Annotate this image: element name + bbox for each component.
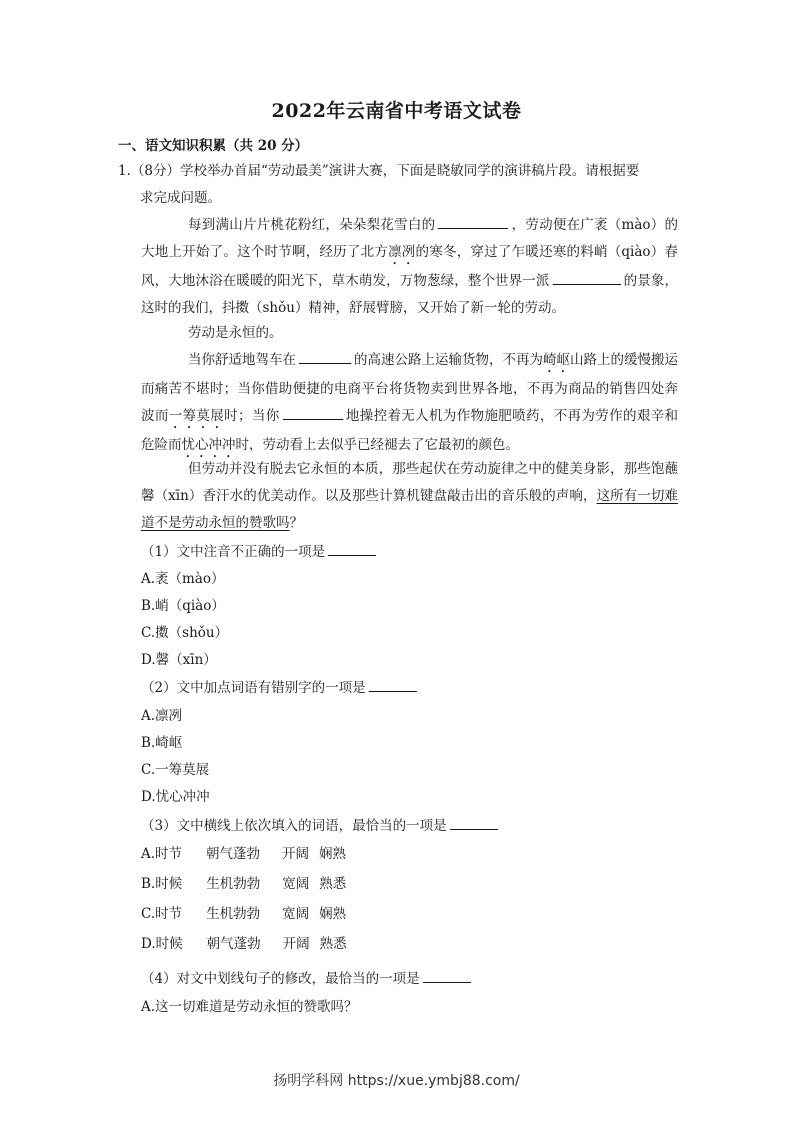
subquestion-3-option-c	[141, 901, 346, 928]
page-title: 2022年云南省中考语文试卷	[271, 100, 522, 122]
subquestion-1-option-a: A.袤（mào）	[141, 571, 225, 587]
fill-blank-3[interactable]	[299, 348, 351, 364]
fill-blank-2[interactable]	[553, 269, 621, 285]
text-span: 的寒冬，穿过了乍暖还寒的料峭（qiào）春风，大地沐浴在暖暖的阳光下，草木萌发，万物葱绿，整个世界一派	[141, 244, 679, 289]
option-word: 娴熟	[319, 846, 347, 862]
answer-blank-1[interactable]	[328, 540, 376, 556]
subquestion-2-option-b: B.崎岖	[141, 735, 183, 751]
subquestion-3-option-d	[141, 931, 347, 958]
option-word: 宽阔	[282, 876, 310, 892]
option-word: A.时节	[141, 846, 183, 862]
fill-blank-1[interactable]	[438, 213, 508, 229]
subquestion-2-option-d: D.忧心冲冲	[141, 789, 210, 805]
subquestion-2-text: （2）文中加点词语有错别字的一项是	[141, 680, 366, 696]
underlined-sentence: 这所有一切难道不是劳动永恒的赞歌吗	[141, 488, 679, 531]
dotted-word-4: 忧心冲冲	[181, 437, 236, 453]
passage-paragraph-3	[141, 347, 678, 461]
subquestion-3	[141, 813, 501, 840]
option-word: 生机勃勃	[206, 876, 261, 892]
passage-paragraph-2: 劳动是永恒的。	[188, 325, 283, 341]
subquestion-2-option-c: C.一筹莫展	[141, 762, 210, 778]
subquestion-4-option-a: A.这一切难道是劳动永恒的赞歌吗？	[141, 999, 358, 1015]
subquestion-3-text: （3）文中横线上依次填入的词语，最恰当的一项是	[141, 818, 447, 834]
text-span: ？	[289, 515, 303, 531]
text-span: 但劳动并没有脱去它永恒的本质，那些起伏在劳动旋律之中的健美身影，那些饱蘸馨（xīn）香汗水的优美动作。以及那些计算机键盘敲击出的音乐般的声响，	[141, 461, 678, 504]
text-span: 当你舒适地驾车在	[188, 352, 296, 368]
subquestion-4-text: （4）对文中划线句子的修改，最恰当的一项是	[141, 971, 420, 987]
option-word: 娴熟	[319, 906, 347, 922]
text-span: 时；当你	[224, 408, 280, 424]
subquestion-1-option-d: D.馨（xīn）	[141, 652, 217, 668]
text-span: 的景象，这时的我们，抖擞（shǒu）精神，舒展臂膀，又开始了新一轮的劳动。	[141, 273, 679, 316]
subquestion-2	[141, 675, 420, 702]
option-word: 宽阔	[282, 906, 310, 922]
section-heading: 一、语文知识积累（共 20 分）	[118, 138, 309, 154]
subquestion-1-text: （1）文中注音不正确的一项是	[141, 544, 326, 560]
option-word: 熟悉	[319, 936, 347, 952]
question-1-stem-line1: 1.（8分）学校举办首届“劳动最美”演讲大赛，下面是晓敏同学的演讲稿片段。请根据要	[118, 163, 640, 179]
subquestion-3-option-b	[141, 871, 346, 898]
question-1-stem	[118, 158, 678, 212]
text-span: 时，劳动看上去似乎已经褪去了它最初的颜色。	[235, 437, 519, 453]
subquestion-1-option-b: B.峭（qiào）	[141, 598, 225, 614]
option-word: 开阔	[282, 846, 310, 862]
option-word: 生机勃勃	[206, 906, 261, 922]
answer-blank-2[interactable]	[369, 676, 417, 692]
answer-blank-4[interactable]	[423, 967, 471, 983]
passage-paragraph-4	[141, 456, 678, 537]
option-word: 朝气蓬勃	[206, 936, 261, 952]
subquestion-1-option-c: C.擞（shǒu）	[141, 625, 229, 641]
option-word: D.时候	[141, 936, 183, 952]
option-word: 熟悉	[319, 876, 347, 892]
text-span: 地操控着无人机为作物施肥喷药，不再为劳作的艰辛和危险而	[141, 408, 679, 453]
fill-blank-4[interactable]	[283, 404, 343, 420]
answer-blank-3[interactable]	[450, 814, 498, 830]
dotted-word-1: 凛冽	[388, 244, 416, 260]
subquestion-3-option-a	[141, 841, 346, 868]
text-span: ，劳动便在广袤（mào）的大地上开始了。这个时节啊，经历了北方	[141, 217, 678, 260]
page-footer: 扬明学科网 https://xue.ymbj88.com/	[273, 1073, 520, 1089]
option-word: B.时候	[141, 876, 183, 892]
subquestion-1	[141, 539, 379, 566]
option-word: 开阔	[282, 936, 310, 952]
subquestion-2-option-a: A.凛冽	[141, 708, 183, 724]
dotted-word-2: 崎岖	[543, 352, 570, 368]
dotted-word-3: 一筹莫展	[168, 408, 225, 424]
question-1-stem-line2: 求完成问题。	[140, 190, 221, 206]
option-word: C.时节	[141, 906, 183, 922]
subquestion-4	[141, 966, 474, 993]
text-span: 的高速公路上运输货物，不再为	[354, 352, 543, 368]
passage-paragraph-1	[141, 212, 678, 322]
text-span: 山路上的缓慢搬运而痛苦不堪时；当你借助便捷的电商平台将货物卖到世界各地，不再为商品的销售四处奔波而	[141, 352, 678, 424]
text-span: 每到满山片片桃花粉红，朵朵梨花雪白的	[188, 217, 436, 233]
option-word: 朝气蓬勃	[206, 846, 261, 862]
